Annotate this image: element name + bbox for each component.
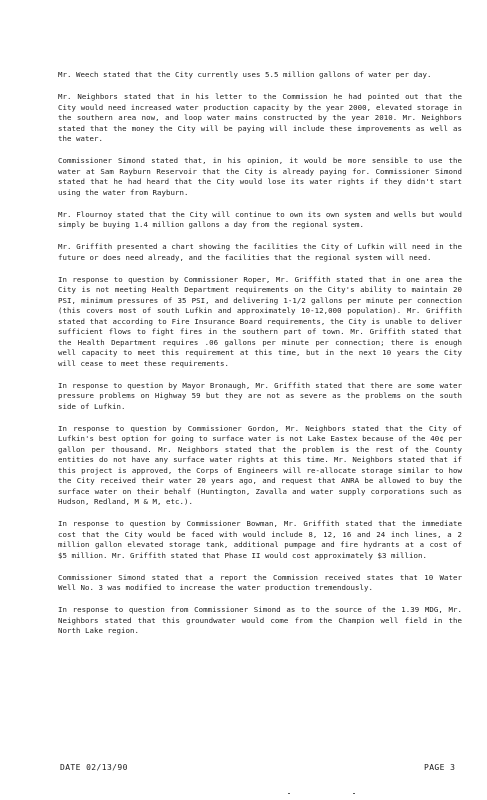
paragraph-2: Mr. Neighbors stated that in his letter to the Commission he had pointed out that the City would need increased water production capacity by the year 2000, elevated storage in the southern area now, and loop water mains constructed by the year 2010. Mr. Neighbors stated that the money the City will be paying will include these improvements as well as the water. bbox=[58, 92, 462, 143]
paragraph-6: In response to question by Commissioner Roper, Mr. Griffith stated that in one area the City is not meeting Health Department requirements on the City's ability to maintain 20 PSI, minimum pressures of 35 PSI, and delivering 1-1/2 gallons per minute per connection (this covers most of south Lufkin and approximately 10-12,000 population). Mr. Griffith stated that according to Fire Insurance Board requirements, the City is unable to deliver sufficient flows to fight fires in the southern part of town. Mr. Griffith stated that the Health Department requires .06 gallons per minute per connection; there is enough well capacity to meet this requirement at this time, but in the next 10 years the City will cease to meet these requirements. bbox=[58, 274, 462, 368]
scan-speck bbox=[288, 793, 290, 794]
paragraph-3: Commissioner Simond stated that, in his opinion, it would be more sensible to use the water at Sam Rayburn Reservoir that the City is already paying for. Commissioner Simond stated that he had heard that the City would lose its water rights if they didn't start using the water from Rayburn. bbox=[58, 156, 462, 197]
paragraph-11: In response to question from Commissioner Simond as to the source of the 1.39 MDG, Mr. Neighbors stated that this groundwater would come from the Champion well field in the North Lake region. bbox=[58, 605, 462, 635]
footer-date: DATE 02/13/90 bbox=[60, 763, 128, 772]
paragraph-7: In response to question by Mayor Bronaugh, Mr. Griffith stated that there are some water pressure problems on Highway 59 but they are not as severe as the problems on the south side of Lufkin. bbox=[58, 380, 462, 411]
minutes-body bbox=[58, 70, 462, 648]
paragraph-9: In response to question by Commissioner Bowman, Mr. Griffith stated that the immediate cost that the City would be faced with would include 8, 12, 16 and 24 inch lines, a 2 million gallon elevated storage tank, additional pumpage and fire hydrants at a cost of $5 million. Mr. Griffith stated that Phase II would cost approximately $3 million. bbox=[58, 519, 462, 560]
paragraph-8: In response to question by Commissioner Gordon, Mr. Neighbors stated that the City of Lufkin's best option for going to surface water is not Lake Eastex because of the 40¢ per gallon per thousand. Mr. Neighbors stated that the problem is the rest of the County entities do not have any surface water rights at this time. Mr. Neighbors stated that if this project is approved, the Corps of Engineers will re-allocate storage similar to how the City received their water 20 years ago, and request that ANRA be allowed to buy the surface water on their behalf (Huntington, Zavalla and water supply corporations such as Hudson, Redland, M & M, etc.). bbox=[58, 423, 462, 506]
paragraph-4: Mr. Flournoy stated that the City will continue to own its own system and wells but would simply be buying 1.4 million gallons a day from the regional system. bbox=[58, 209, 462, 229]
paragraph-10: Commissioner Simond stated that a report the Commission received states that 10 Water Well No. 3 was modified to increase the water production tremendously. bbox=[58, 572, 462, 592]
footer-page-number: PAGE 3 bbox=[424, 763, 456, 772]
scan-speck bbox=[353, 793, 355, 794]
paragraph-1: Mr. Weech stated that the City currently uses 5.5 million gallons of water per day. bbox=[58, 70, 432, 79]
paragraph-5: Mr. Griffith presented a chart showing the facilities the City of Lufkin will need in the future or does need already, and the facilities that the regional system will need. bbox=[58, 242, 462, 262]
